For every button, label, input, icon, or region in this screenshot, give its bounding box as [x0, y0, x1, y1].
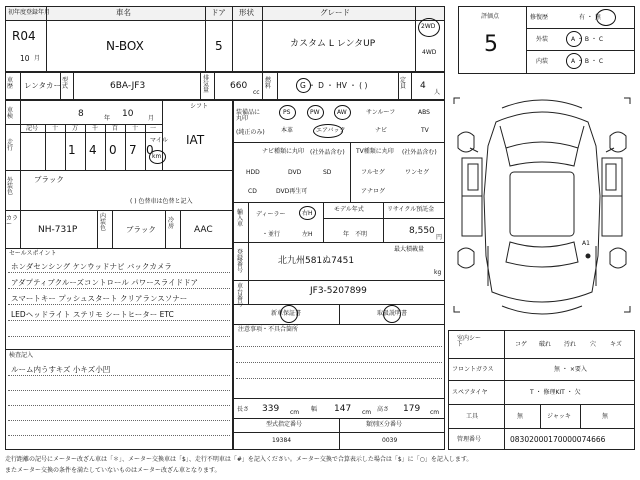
recycle-unit: 円: [436, 234, 443, 241]
height-value: 179: [403, 404, 421, 414]
spec-number-label: 型式指定番号: [266, 421, 303, 428]
drive-2wd: 2WD: [421, 23, 436, 30]
import-label: 輸入車: [237, 209, 244, 228]
tools-label: 工具: [466, 413, 479, 420]
tv-item: アナログ: [361, 188, 386, 195]
registration-value: 北九州581ぬ7451: [278, 256, 355, 266]
inspector-value: ルーム内うすキズ 小キズ小凹: [11, 365, 111, 374]
control-number-value: 08302000170000074666: [510, 435, 606, 444]
navi-item: DVD再生可: [276, 188, 308, 195]
door-label: ドア: [211, 8, 226, 17]
seat-item: 破れ: [539, 341, 552, 348]
width-unit: cm: [362, 409, 372, 416]
exterior-value: ブラック: [34, 175, 64, 184]
footer-note-1: 走行距離の記号にメーター改ざん車は「＊」、メーター交換車は「$」、走行不明車は「#」を記入ください。メーター交換で合算表示した場合は「$」に「○」を記入します。: [5, 456, 473, 463]
score-value: 5: [484, 32, 498, 57]
equipment-item: ABS: [418, 109, 430, 116]
capacity-value: 4: [420, 81, 426, 91]
car-damage-diagram: [448, 86, 636, 324]
interior-grade-options: A ・ B ・ C: [571, 58, 604, 65]
mileage-digit: 1: [68, 143, 76, 157]
equipment-item: PS: [283, 109, 291, 116]
exterior-note: ( ) 色替車は色替と記入: [130, 198, 193, 205]
car-name-value: N-BOX: [106, 39, 144, 53]
doors-value: 5: [215, 39, 223, 53]
repair-label: 修復歴: [530, 14, 549, 21]
mileage-digit: 7: [129, 143, 137, 157]
color-code-value: NH-731P: [38, 225, 78, 235]
registration-label: 登録番号: [237, 249, 244, 274]
sales-point-line: ホンダセンシング ケンウッドナビ バックカメラ: [11, 262, 172, 271]
class-number-value: 0039: [382, 437, 398, 444]
navi-item: SD: [323, 169, 332, 176]
ac-value: AAC: [194, 225, 213, 235]
left-block: [5, 100, 233, 450]
drive-4wd: 4WD: [422, 49, 437, 56]
capacity-label: 定員: [400, 77, 407, 90]
shape-label: 形状: [239, 8, 254, 17]
exterior-grade-options: A ・ B ・ C: [571, 36, 604, 43]
class-number-label: 類別区分番号: [366, 421, 403, 428]
mileage-digit: 0: [146, 143, 154, 157]
jack-value: 無: [602, 413, 609, 420]
model-label: 型式: [62, 77, 69, 90]
control-number-label: 管理番号: [457, 436, 482, 443]
inspection-month: 10: [122, 109, 134, 119]
sales-point-line: LEDヘッドライト ステリモ シートヒーター ETC: [11, 310, 174, 319]
equipment-item: ナビ: [375, 127, 388, 134]
footer-note-2: またメーター交換の条件を満たしていないものはメーター改ざん車となります。: [5, 467, 221, 474]
fuel-options: G ・ D ・ HV ・ ( ): [300, 81, 368, 90]
model-year-value: 年 不明: [343, 231, 368, 238]
recycle-value: 8,550: [409, 226, 435, 236]
interior-color-label: 内装色: [100, 213, 107, 232]
front-glass-label: フロントガラス: [452, 366, 494, 373]
mileage-digit: 4: [89, 143, 97, 157]
width-value: 147: [334, 404, 352, 414]
owner-manual: 取扱説明書: [377, 310, 408, 317]
max-load-label: 最大積載量: [394, 246, 425, 253]
displacement-label: 排気量: [203, 75, 210, 94]
recycle-label: リサイクル預託金: [387, 206, 435, 213]
navi-item: DVD: [288, 169, 302, 176]
fuel-label: 燃料: [265, 77, 272, 90]
inspection-month-unit: 月: [148, 115, 155, 122]
seat-item: コゲ: [515, 341, 528, 348]
diagram-a1-label: A1: [582, 240, 590, 247]
length-unit: cm: [290, 409, 300, 416]
navi-item: CD: [248, 188, 257, 195]
seat-item: 汚れ: [564, 341, 577, 348]
mileage-unit-km: km: [152, 153, 162, 160]
jack-label: ジャッキ: [547, 413, 571, 420]
new-car-warranty: 新車保証書: [271, 310, 302, 317]
notes-label: 注意事項・不具合箇所: [238, 326, 299, 333]
seat-item: 穴: [590, 341, 597, 348]
reg-year-value: R04: [12, 29, 36, 43]
mileage-unit-mile: マイル: [150, 137, 168, 144]
displacement-value: 660: [230, 81, 248, 91]
sales-point-line: アダプティブクルーズコントロール パワースライドドア: [11, 278, 198, 287]
mileage-digit: 0: [109, 143, 117, 157]
spare-tire-label: スペアタイヤ: [452, 389, 488, 396]
tv-title: TV種類に丸印: [356, 148, 394, 155]
mileage-digit-label: 百: [112, 125, 119, 132]
spare-tire-value: T ・ 修理KIT ・ 欠: [530, 389, 581, 396]
spec-number-value: 19384: [272, 437, 292, 444]
seat-label: 室内シート: [457, 335, 482, 348]
grade-value: カスタム L レンタUP: [290, 39, 376, 49]
equipment-sub: (純正のみ): [236, 129, 265, 136]
equipment-item: AW: [337, 109, 347, 116]
equipment-label: 装備品に丸印: [236, 109, 261, 122]
exterior-label: 外装色: [7, 177, 14, 196]
tv-sub: (社外品含む): [402, 149, 437, 156]
mileage-digit-label: 万: [72, 125, 79, 132]
shift-value: IAT: [186, 133, 205, 147]
shift-label: シフト: [190, 103, 209, 110]
mileage-digit-label: 記号: [26, 125, 39, 132]
exterior-grade-label: 外装: [536, 36, 549, 43]
inspector-label: 検査記入: [9, 352, 34, 359]
sales-points-label: セールスポイント: [9, 250, 57, 257]
reg-month-unit: 月: [34, 55, 41, 62]
tools-value: 無: [517, 413, 524, 420]
mileage-digit-label: 一: [150, 125, 157, 132]
equipment-item: サンルーフ: [366, 109, 396, 116]
repair-options: 有 ・ 無: [579, 14, 601, 21]
capacity-unit: 人: [434, 89, 441, 96]
import-dealer: ディーラー: [256, 211, 286, 218]
history-row: [5, 72, 445, 100]
inspection-year-unit: 年: [104, 115, 111, 122]
tv-item: ワンセグ: [405, 169, 430, 176]
ac-label: 冷房: [168, 217, 175, 230]
reg-year-label: 初年度登録年月: [8, 9, 51, 16]
import-left-h: 左H: [302, 231, 313, 238]
navi-item: HDD: [246, 169, 260, 176]
color-code-label: カラー: [6, 215, 19, 228]
score-label: 評価点: [481, 13, 500, 20]
mileage-digit-label: 十: [52, 125, 59, 132]
tv-item: フルセグ: [361, 169, 385, 176]
reg-month-value: 10: [20, 54, 30, 63]
inspection-label: 車検: [7, 107, 14, 120]
seat-item: キズ: [610, 341, 622, 348]
mileage-label: 走行: [7, 139, 14, 152]
navi-title: ナビ種類に丸印: [262, 148, 305, 155]
equipment-item: PW: [310, 109, 320, 116]
mileage-digit-label: 十: [132, 125, 139, 132]
import-right-h: 右H: [302, 210, 313, 217]
cc-unit: cc: [253, 89, 260, 96]
equipment-item: 本革: [281, 127, 294, 134]
length-label: 長さ: [237, 406, 250, 413]
history-value: レンタカー: [24, 81, 62, 90]
max-load-unit: kg: [434, 269, 442, 276]
grade-label: グレード: [320, 8, 350, 17]
front-glass-value: 無 ・ ×要入: [554, 366, 587, 373]
chassis-value: JF3-5207899: [310, 286, 367, 296]
interior-color-value: ブラック: [126, 225, 156, 234]
height-unit: cm: [430, 409, 440, 416]
model-value: 6BA-JF3: [110, 81, 146, 91]
navi-sub: (社外品含む): [310, 149, 345, 156]
inspection-year: 8: [78, 109, 84, 119]
import-parallel: ・並行: [262, 231, 281, 238]
chassis-label: 車台番号: [237, 283, 244, 308]
history-label: 車歴: [7, 77, 14, 90]
height-label: 高さ: [377, 406, 390, 413]
length-value: 339: [262, 404, 280, 414]
equipment-item: エアバック: [316, 127, 346, 134]
interior-grade-label: 内装: [536, 58, 549, 65]
sales-point-line: スマートキー プッシュスタート クリアランスソナー: [11, 294, 188, 303]
width-label: 幅: [311, 406, 318, 413]
equipment-item: TV: [421, 127, 429, 134]
mileage-digit-label: 千: [92, 125, 99, 132]
car-name-label: 車名: [116, 8, 131, 17]
model-year-label: モデル年式: [334, 206, 364, 213]
